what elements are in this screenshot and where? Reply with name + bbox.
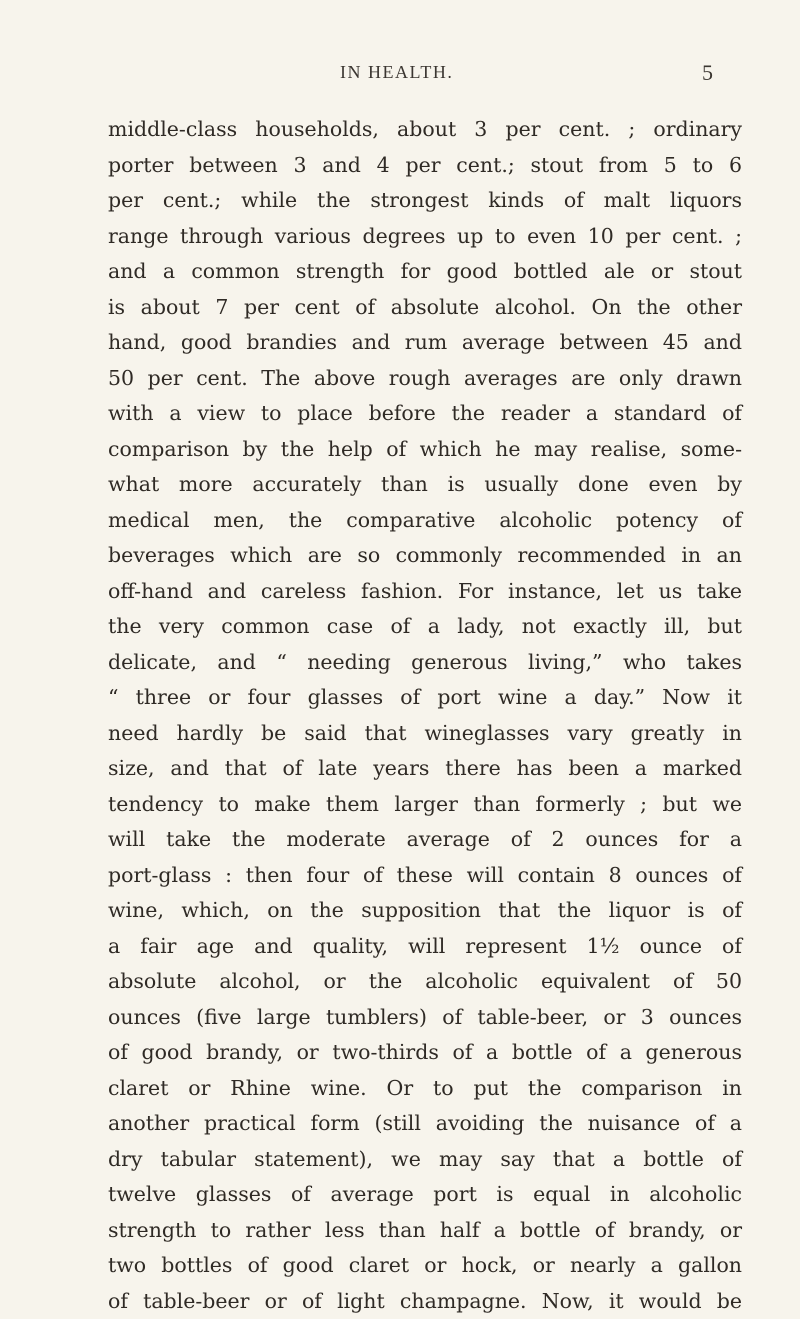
text-line: port-glass : then four of these will contain 8 ounces of <box>108 858 742 894</box>
text-line: comparison by the help of which he may realise, some- <box>108 432 742 468</box>
text-line: size, and that of late years there has been a marked <box>108 751 742 787</box>
text-line: twelve glasses of average port is equal in alcoholic <box>108 1177 742 1213</box>
text-line: middle-class households, about 3 per cent. ; ordinary <box>108 112 742 148</box>
text-line: range through various degrees up to even 10 per cent. ; <box>108 219 742 255</box>
text-line: of table-beer or of light champagne. Now, it would be <box>108 1284 742 1319</box>
text-line: wine, which, on the supposition that the liquor is of <box>108 893 742 929</box>
text-line: ounces (five large tumblers) of table-beer, or 3 ounces <box>108 1000 742 1036</box>
text-line: medical men, the comparative alcoholic potency of <box>108 503 742 539</box>
text-line: of good brandy, or two-thirds of a bottle of a generous <box>108 1035 742 1071</box>
text-line: strength to rather less than half a bottle of brandy, or <box>108 1213 742 1249</box>
text-line: a fair age and quality, will represent 1½ ounce of <box>108 929 742 965</box>
text-line: off-hand and careless fashion. For instance, let us take <box>108 574 742 610</box>
text-line: 50 per cent. The above rough averages are only drawn <box>108 361 742 397</box>
text-line: porter between 3 and 4 per cent.; stout from 5 to 6 <box>108 148 742 184</box>
text-line: and a common strength for good bottled ale or stout <box>108 254 742 290</box>
text-line: per cent.; while the strongest kinds of malt liquors <box>108 183 742 219</box>
text-line: the very common case of a lady, not exactly ill, but <box>108 609 742 645</box>
text-line: another practical form (still avoiding the nuisance of a <box>108 1106 742 1142</box>
text-line: dry tabular statement), we may say that a bottle of <box>108 1142 742 1178</box>
text-line: is about 7 per cent of absolute alcohol. On the other <box>108 290 742 326</box>
page-number: 5 <box>702 60 713 86</box>
text-line: need hardly be said that wineglasses vary greatly in <box>108 716 742 752</box>
text-line: tendency to make them larger than formerly ; but we <box>108 787 742 823</box>
running-head <box>0 62 800 92</box>
body-text <box>108 112 742 1319</box>
running-title: IN HEALTH. <box>340 62 453 83</box>
text-line: “ three or four glasses of port wine a day.” Now it <box>108 680 742 716</box>
text-line: hand, good brandies and rum average between 45 and <box>108 325 742 361</box>
text-line: will take the moderate average of 2 ounces for a <box>108 822 742 858</box>
text-line: claret or Rhine wine. Or to put the comparison in <box>108 1071 742 1107</box>
text-line: absolute alcohol, or the alcoholic equivalent of 50 <box>108 964 742 1000</box>
text-line: two bottles of good claret or hock, or nearly a gallon <box>108 1248 742 1284</box>
text-line: delicate, and “ needing generous living,” who takes <box>108 645 742 681</box>
text-line: beverages which are so commonly recommended in an <box>108 538 742 574</box>
text-line: with a view to place before the reader a standard of <box>108 396 742 432</box>
text-line: what more accurately than is usually done even by <box>108 467 742 503</box>
